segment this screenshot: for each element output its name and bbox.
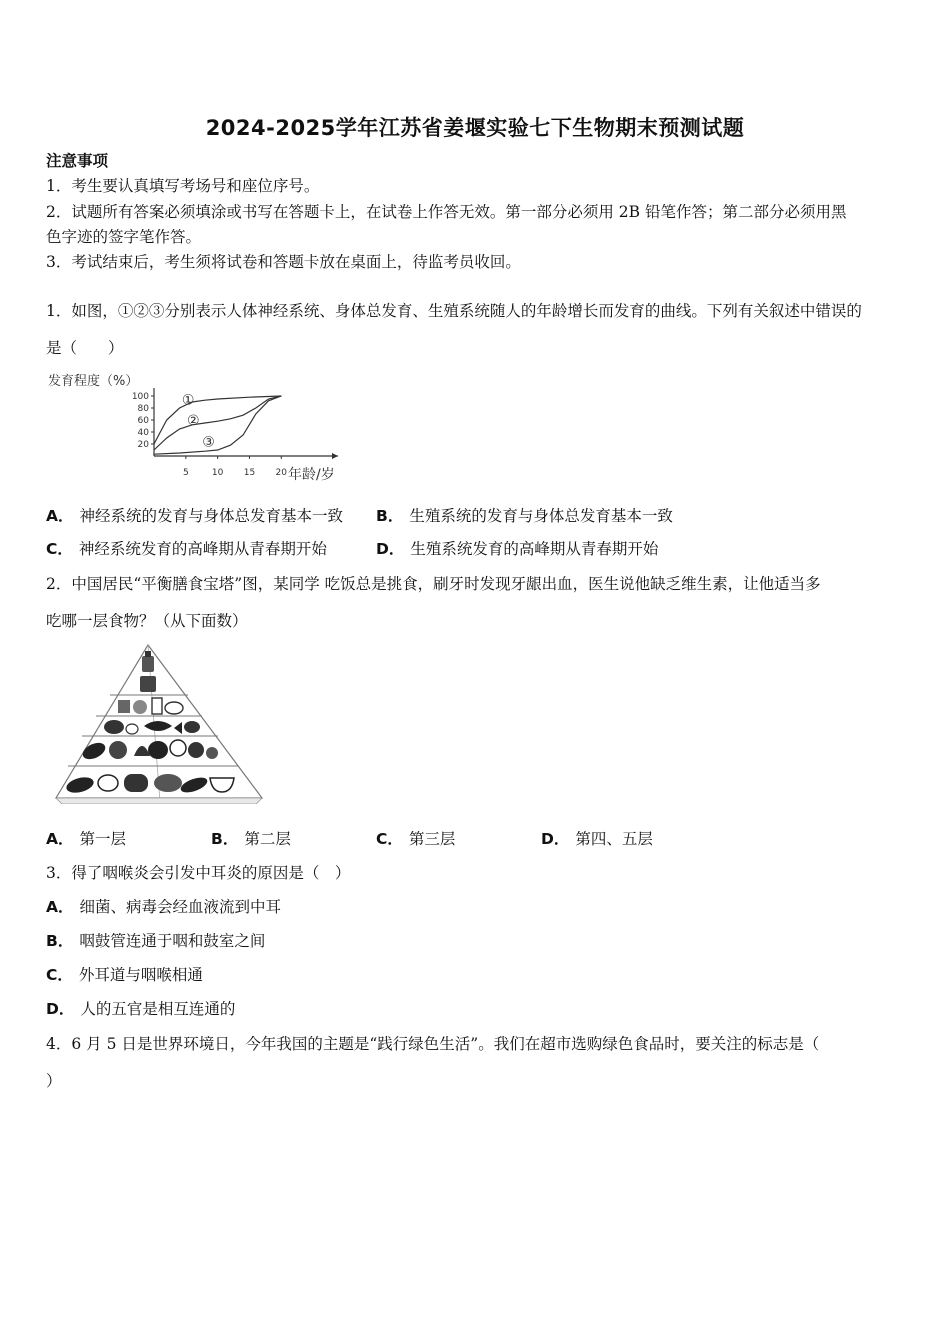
x-axis-arrow	[332, 453, 338, 459]
x-tick-label: 15	[243, 468, 256, 478]
y-tick-label: 40	[137, 428, 149, 438]
q2-option-b[interactable]	[211, 829, 291, 849]
option-letter: D．	[376, 540, 405, 558]
x-tick-label: 10	[211, 468, 224, 478]
q4-stem-cont: ）	[46, 1072, 62, 1090]
q2-option-d[interactable]	[541, 829, 653, 849]
series-label: ①	[181, 392, 195, 409]
q1-option-a[interactable]	[46, 506, 343, 526]
q2-stem: 2．中国居民“平衡膳食宝塔”图，某同学 吃饭总是挑食，刷牙时发现牙龈出血，医生说他缺乏维生素，让他适当多	[46, 575, 821, 593]
option-letter: B．	[376, 507, 404, 525]
option-text: 细菌、病毒会经血液流到中耳	[79, 898, 282, 916]
page-title: 2024-2025学年江苏省姜堰实验七下生物期末预测试题	[205, 116, 745, 140]
notice-item: 2．试题所有答案必须填涂或书写在答题卡上，在试卷上作答无效。第一部分必须用 2B 铅笔作答；第二部分必须用黑	[46, 203, 847, 221]
option-letter: C．	[46, 966, 73, 984]
q1-stem: 1．如图，①②③分别表示人体神经系统、身体总发育、生殖系统随人的年龄增长而发育的曲线。下列有关叙述中错误的	[46, 302, 862, 320]
q2-option-c[interactable]	[376, 829, 455, 849]
notice-heading: 注意事项	[46, 151, 109, 170]
option-text: 第四、五层	[575, 830, 653, 848]
q3-option-d[interactable]	[46, 999, 235, 1019]
option-letter: D．	[541, 830, 570, 848]
series-label: ③	[202, 434, 215, 451]
option-letter: D．	[46, 1000, 75, 1018]
option-letter: B．	[46, 932, 74, 950]
option-text: 生殖系统发育的高峰期从青春期开始	[410, 540, 659, 558]
q3-option-c[interactable]	[46, 965, 203, 985]
option-text: 咽鼓管连通于咽和鼓室之间	[79, 932, 266, 950]
option-letter: A．	[46, 898, 74, 916]
option-text: 人的五官是相互连通的	[80, 1000, 236, 1018]
series-label: ②	[187, 413, 200, 430]
q3-option-a[interactable]	[46, 897, 281, 917]
q4-stem: 4．6 月 5 日是世界环境日，今年我国的主题是“践行绿色生活”。我们在超市选购绿色食品时，要关注的标志是（	[46, 1035, 820, 1053]
q1-stem-cont: 是（ ）	[46, 339, 124, 357]
x-tick-label: 20	[275, 468, 287, 478]
option-text: 第一层	[79, 830, 127, 848]
option-text: 神经系统发育的高峰期从青春期开始	[78, 540, 327, 558]
q1-option-b[interactable]	[376, 506, 673, 526]
series-line	[154, 396, 281, 450]
option-text: 神经系统的发育与身体总发育基本一致	[79, 507, 344, 525]
q3-option-b[interactable]	[46, 931, 265, 951]
option-letter: B．	[211, 830, 239, 848]
y-tick-label: 60	[137, 416, 149, 426]
q2-stem-cont: 吃哪一层食物？（从下面数）	[46, 612, 248, 630]
chart-xlabel: 年龄/岁	[288, 467, 335, 483]
food-pyramid-image	[52, 640, 264, 804]
option-letter: C．	[46, 540, 73, 558]
option-letter: C．	[376, 830, 403, 848]
option-text: 第二层	[244, 830, 291, 848]
q1-option-c[interactable]	[46, 539, 327, 559]
x-tick-label: 5	[182, 468, 189, 478]
option-text: 第三层	[408, 830, 456, 848]
notice-item: 3．考试结束后，考生须将试卷和答题卡放在桌面上，待监考员收回。	[46, 253, 521, 271]
series-line	[154, 396, 281, 454]
option-letter: A．	[46, 830, 74, 848]
option-text: 生殖系统的发育与身体总发育基本一致	[409, 507, 673, 525]
chart-ylabel: 发育程度（%）	[48, 374, 139, 389]
notice-item: 1．考生要认真填写考场号和座位序号。	[46, 177, 320, 195]
option-text: 外耳道与咽喉相通	[78, 966, 203, 984]
q1-option-d[interactable]	[376, 539, 658, 559]
y-tick-label: 100	[131, 392, 149, 402]
y-tick-label: 20	[137, 440, 149, 450]
y-tick-label: 80	[137, 404, 149, 414]
q2-option-a[interactable]	[46, 829, 126, 849]
option-letter: A．	[46, 507, 74, 525]
q3-stem: 3．得了咽喉炎会引发中耳炎的原因是（ ）	[46, 864, 351, 882]
notice-item: 色字迹的签字笔作答。	[46, 228, 202, 246]
growth-chart	[44, 368, 364, 488]
